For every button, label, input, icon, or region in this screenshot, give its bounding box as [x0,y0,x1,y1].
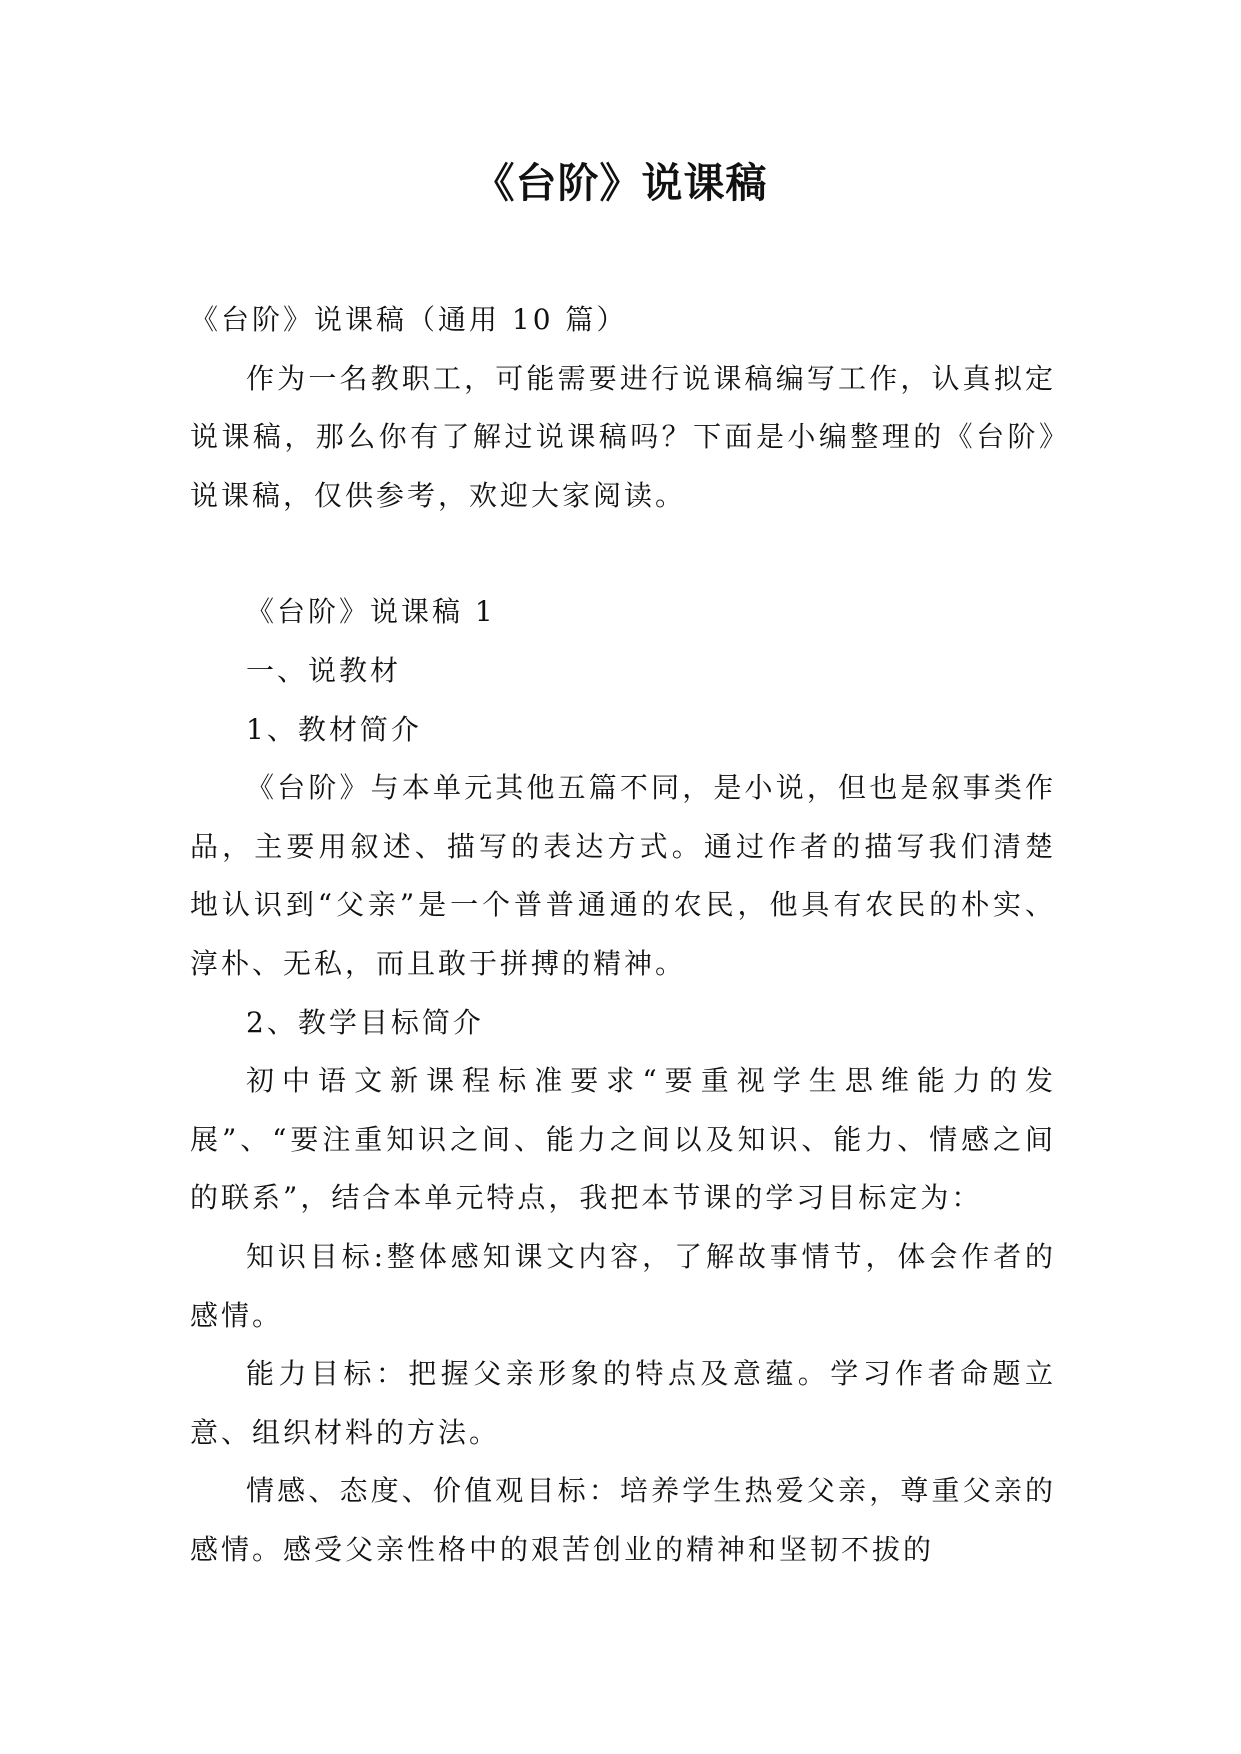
subheading-material: 1、教材简介 [246,712,422,746]
part-heading: 一、说教材 [246,653,402,687]
material-paragraph: 《台阶》与本单元其他五篇不同，是小说，但也是叙事类作品，主要用叙述、描写的表达方式。通过作者的描写我们清楚地认识到“父亲”是一个普普通通的农民，他具有农民的朴实、淳朴、无私，而且敢于拼搏的精神。 [190,771,1056,980]
ability-goal-paragraph: 能力目标：把握父亲形象的特点及意蕴。学习作者命题立意、组织材料的方法。 [190,1357,1056,1449]
emotion-goal-paragraph: 情感、态度、价值观目标：培养学生热爱父亲，尊重父亲的感情。感受父亲性格中的艰苦创业的精神和坚韧不拔的 [190,1474,1056,1566]
subheading-goals: 2、教学目标简介 [246,1005,484,1039]
goals-paragraph: 初中语文新课程标准要求“要重视学生思维能力的发展”、“要注重知识之间、能力之间以及知识、能力、情感之间的联系”，结合本单元特点，我把本节课的学习目标定为： [190,1064,1056,1215]
document-body [190,291,1056,1579]
subtitle-paragraph: 《台阶》说课稿（通用 10 篇） [190,303,628,336]
knowledge-goal-paragraph: 知识目标:整体感知课文内容，了解故事情节，体会作者的感情。 [190,1239,1056,1332]
intro-paragraph: 作为一名教职工，可能需要进行说课稿编写工作，认真拟定说课稿，那么你有了解过说课稿吗？下面是小编整理的《台阶》说课稿，仅供参考，欢迎大家阅读。 [190,361,1056,512]
section-heading: 《台阶》说课稿 1 [246,595,496,629]
document-title: 《台阶》说课稿 [473,159,768,207]
